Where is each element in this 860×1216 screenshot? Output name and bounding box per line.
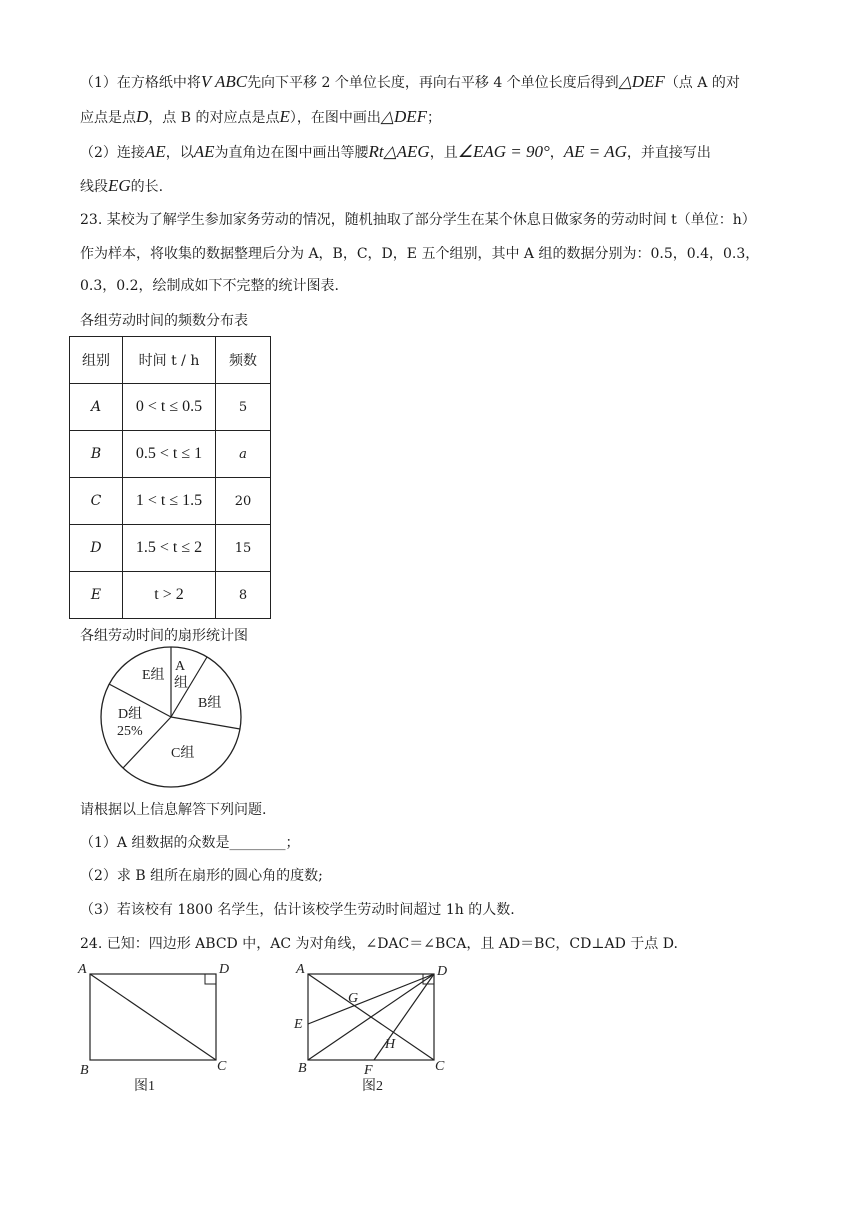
text: ，	[549, 145, 564, 161]
point-label-h: H	[385, 1037, 396, 1052]
text: ，且	[429, 145, 458, 161]
table-row	[70, 525, 271, 572]
pie-divider	[171, 717, 240, 729]
table-cell-freq: 20	[216, 478, 271, 525]
math-point-d: D	[136, 107, 149, 126]
figure-caption: 图2	[362, 1079, 383, 1094]
text: ，并直接写出	[626, 145, 711, 161]
text: ），在图中画出	[289, 110, 381, 126]
text: 应点是点	[80, 110, 136, 126]
pie-label-e: E组	[142, 668, 165, 683]
text: 线段	[80, 179, 108, 195]
point-label-a: A	[78, 962, 87, 977]
table-row	[70, 478, 271, 525]
text: ；	[427, 110, 441, 126]
table-cell-range: 0 < t ≤ 0.5	[123, 384, 216, 431]
pie-label-c: C组	[171, 746, 195, 761]
table-cell-group: B	[70, 431, 123, 478]
pie-label-d: D组	[118, 707, 143, 722]
q22-part2-line1	[80, 142, 711, 163]
figure-caption: 图1	[134, 1079, 155, 1094]
math-ae: AE	[144, 142, 166, 161]
point-label-f: F	[364, 1063, 373, 1078]
table-cell-group: A	[70, 384, 123, 431]
point-label-d: D	[219, 962, 230, 977]
table-cell-freq: a	[216, 431, 271, 478]
table-header-cell: 时间 t / h	[123, 337, 216, 384]
table-row	[70, 572, 271, 619]
text: 的长.	[130, 179, 164, 195]
table-cell-freq: 5	[216, 384, 271, 431]
table-cell-range: 1.5 < t ≤ 2	[123, 525, 216, 572]
text: ，以	[165, 145, 194, 161]
text: 为直角边在图中画出等腰	[214, 145, 369, 161]
math-angle: ∠EAG = 90°	[457, 142, 550, 161]
figure-1	[72, 958, 242, 1098]
table-row	[70, 431, 271, 478]
pie-chart	[98, 645, 248, 790]
pie-label-a: A	[175, 659, 186, 674]
table-caption: 各组劳动时间的频数分布表	[80, 313, 248, 329]
math-rt-triangle: Rt△AEG	[368, 142, 430, 161]
table-cell-group: D	[70, 525, 123, 572]
q23-line2: 作为样本，将收集的数据整理后分为 A，B，C，D，E 五个组别，其中 A 组的数据分别为：0.5，0.4，0.3，	[80, 246, 760, 262]
text: （1）在方格纸中将	[80, 75, 201, 91]
point-label-a: A	[296, 962, 305, 977]
math-triangle-def: △DEF	[380, 107, 427, 126]
math-triangle-abc: V ABC	[200, 72, 248, 91]
table-cell-range: 1 < t ≤ 1.5	[123, 478, 216, 525]
frequency-table	[69, 336, 271, 619]
math-triangle-def: △DEF	[618, 72, 665, 91]
point-label-d: D	[437, 964, 448, 979]
q23-sub1: （1）A 组数据的众数是________；	[80, 835, 300, 851]
point-label-g: G	[348, 991, 359, 1006]
right-angle-mark	[205, 974, 216, 984]
q23-prompt: 请根据以上信息解答下列问题.	[80, 802, 267, 818]
table-cell-freq: 8	[216, 572, 271, 619]
text: ，点 B 的对应点是点	[148, 110, 280, 126]
q23-line1: 23. 某校为了解学生参加家务劳动的情况，随机抽取了部分学生在某个休息日做家务的劳动时间 t（单位：h）	[80, 212, 756, 228]
text: （点 A 的对	[664, 75, 740, 91]
q24-line1: 24. 已知：四边形 ABCD 中，AC 为对角线，∠DAC＝∠BCA，且 AD＝BC，CD⊥AD 于点 D.	[80, 936, 678, 952]
table-row	[70, 384, 271, 431]
point-label-c: C	[435, 1059, 445, 1074]
q22-part1-line1	[80, 72, 740, 93]
q23-line3: 0.3，0.2，绘制成如下不完整的统计图表.	[80, 278, 339, 294]
point-label-c: C	[217, 1059, 227, 1074]
text: （2）连接	[80, 145, 145, 161]
table-cell-range: t > 2	[123, 572, 216, 619]
table-cell-range: 0.5 < t ≤ 1	[123, 431, 216, 478]
q23-sub2: （2）求 B 组所在扇形的圆心角的度数;	[80, 868, 323, 884]
table-header-cell: 组别	[70, 337, 123, 384]
table-header-cell: 频数	[216, 337, 271, 384]
table-header-row	[70, 337, 271, 384]
pie-caption: 各组劳动时间的扇形统计图	[80, 628, 248, 644]
segment-fd	[374, 974, 434, 1060]
point-label-b: B	[80, 1063, 89, 1078]
text: 先向下平移 2 个单位长度，再向右平移 4 个单位长度后得到	[247, 75, 619, 91]
q23-sub3: （3）若该校有 1800 名学生，估计该校学生劳动时间超过 1h 的人数.	[80, 902, 515, 918]
pie-label-d-percent: 25%	[117, 724, 143, 739]
q22-part2-line2	[80, 176, 163, 197]
figure-2	[290, 958, 460, 1098]
q22-part1-line2	[80, 107, 441, 128]
diagonal-ac	[90, 974, 216, 1060]
math-equation: AE = AG	[563, 142, 627, 161]
table-cell-group: C	[70, 478, 123, 525]
pie-label-a-group: 组	[174, 676, 188, 691]
table-cell-freq: 15	[216, 525, 271, 572]
point-label-b: B	[298, 1061, 307, 1076]
point-label-e: E	[294, 1017, 303, 1032]
math-eg: EG	[108, 176, 131, 195]
math-ae: AE	[193, 142, 215, 161]
math-point-e: E	[279, 107, 290, 126]
table-cell-group: E	[70, 572, 123, 619]
pie-label-b: B组	[198, 696, 222, 711]
